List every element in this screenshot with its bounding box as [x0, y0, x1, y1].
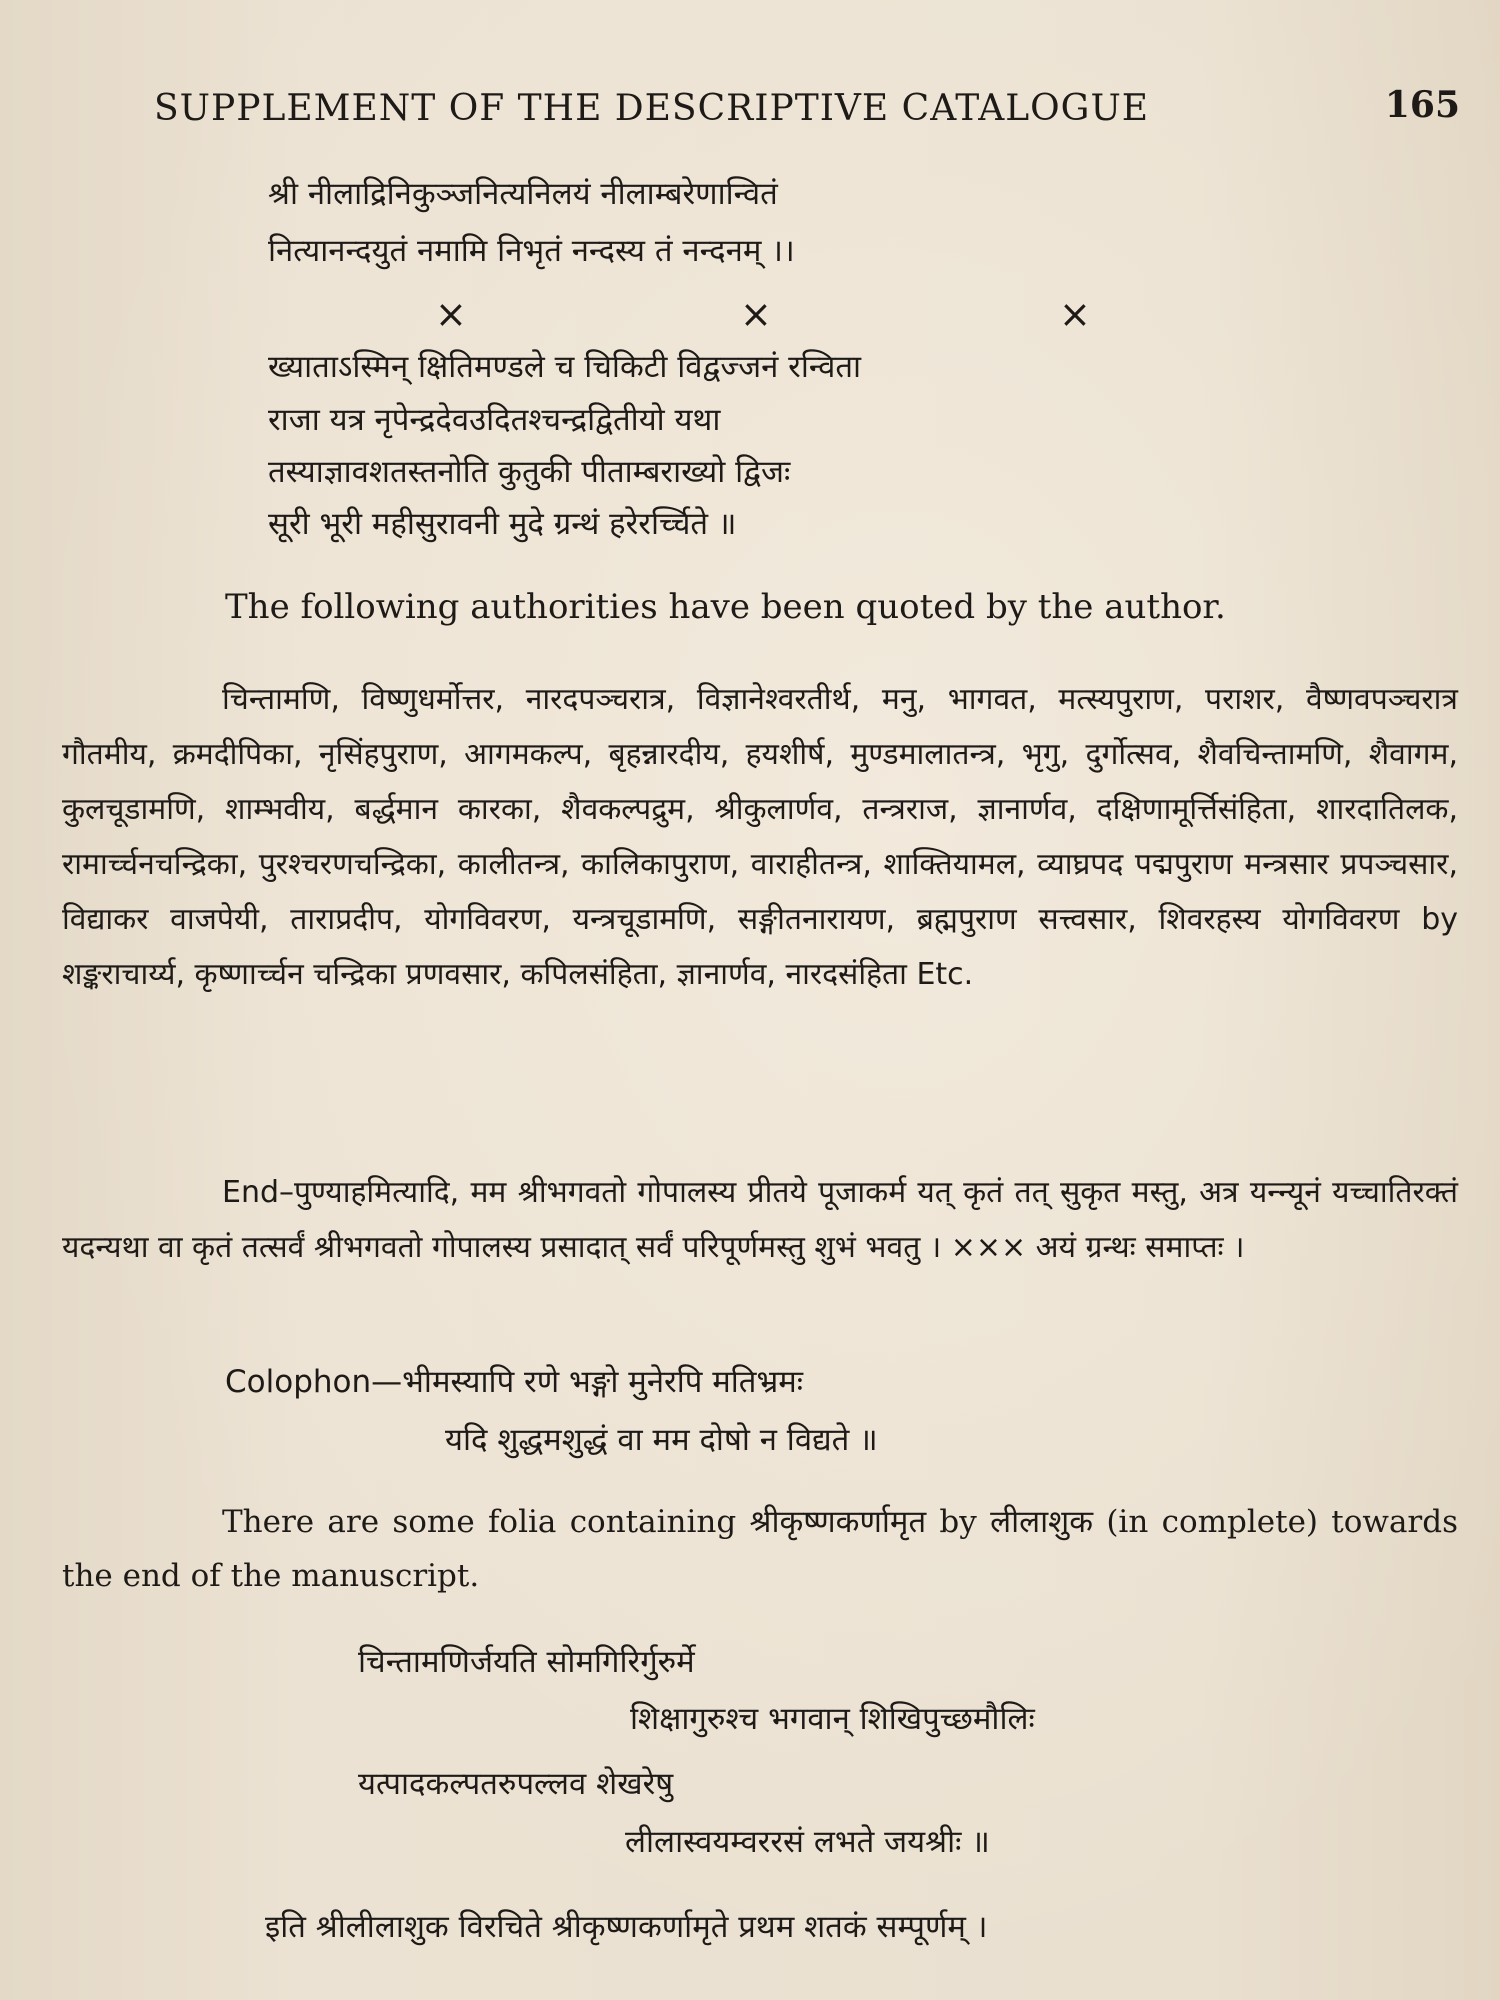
colophon-line2: यदि शुद्धमशुद्धं वा मम दोषो न विद्यते ॥ [445, 1422, 878, 1458]
authorities-heading: The following authorities have been quoted by the author. [225, 587, 1226, 627]
page-number: 165 [1384, 84, 1460, 126]
cross-mark: × [740, 292, 772, 336]
end-paragraph: End–पुण्याहमित्यादि, मम श्रीभगवतो गोपालस्य प्रीतये पूजाकर्म यत् कृतं तत् सुकृत मस्तु, अत्र यन्न्यूनं यच्चातिरक्तं यदन्यथा वा कृतं तत्सर्वं श्रीभगवतो गोपालस्य प्रसादात् सर्वं परिपूर्णमस्तु शुभं भवतु । ××× अयं ग्रन्थः समाप्तः । [62, 1175, 1458, 1265]
verse2-line1: ख्याताऽस्मिन् क्षितिमण्डले च चिकिटी विद्वज्जनं रन्विता [268, 349, 862, 385]
verse2-line3: तस्याज्ञावशतस्तनोति कुतुकी पीताम्बराख्यो द्विजः [268, 454, 791, 490]
authorities-list: चिन्तामणि, विष्णुधर्मोत्तर, नारदपञ्चरात्र, विज्ञानेश्वरतीर्थ, मनु, भागवत, मत्स्यपुराण, पराशर, वैष्णवपञ्चरात्र गौतमीय, क्रमदीपिका, नृसिंहपुराण, आगमकल्प, बृहन्नारदीय, हयशीर्ष, मुण्डमालातन्त्र, भृगु, दुर्गोत्सव, शैवचिन्तामणि, शैवागम, कुलचूडामणि, शाम्भवीय, बर्द्धमान कारका, शैवकल्पद्रुम, श्रीकुलार्णव, तन्त्रराज, ज्ञानार्णव, दक्षिणामूर्त्तिसंहिता, शारदातिलक, रामार्च्चनचन्द्रिका, पुरश्चरणचन्द्रिका, कालीतन्त्र, कालिकापुराण, वाराहीतन्त्र, शाक्तियामल, व्याघ्रपद पद्मपुराण मन्त्रसार प्रपञ्चसार, विद्याकर वाजपेयी, ताराप्रदीप, योगविवरण, यन्त्रचूडामणि, सङ्गीतनारायण, ब्रह्मपुराण सत्त्वसार, शिवरहस्य योगविवरण by शङ्कराचार्य्य, कृष्णार्च्चन चन्द्रिका प्रणवसार, कपिलसंहिता, ज्ञानार्णव, नारदसंहिता Etc. [62, 682, 1458, 992]
running-header [150, 84, 1470, 148]
verse2-line4: सूरी भूरी महीसुरावनी मुदे ग्रन्थं हरेरर्च्चिते ॥ [268, 506, 737, 542]
header-title: SUPPLEMENT OF THE DESCRIPTIVE CATALOGUE [154, 88, 1150, 129]
verse1-line1: श्री नीलाद्रिनिकुञ्जनित्यनिलयं नीलाम्बरेणान्वितं [268, 176, 778, 212]
verse1-line2: नित्यानन्दयुतं नमामि निभृतं नन्दस्य तं नन्दनम् ।। [268, 233, 795, 269]
colophon-line1: Colophon—भीमस्यापि रणे भङ्गो मुनेरपि मतिभ्रमः [225, 1364, 804, 1400]
separator-crosses [435, 292, 1105, 336]
verse3-line4: लीलास्वयम्वररसं लभते जयश्रीः ॥ [625, 1824, 990, 1860]
cross-mark: × [1059, 292, 1091, 336]
cross-mark: × [435, 292, 467, 336]
final-line: इति श्रीलीलाशुक विरचिते श्रीकृष्णकर्णामृते प्रथम शतकं सम्पूर्णम् । [265, 1909, 988, 1945]
verse3-line1: चिन्तामणिर्जयति सोमगिरिर्गुरुर्मे [358, 1644, 695, 1680]
verse3-line3: यत्पादकल्पतरुपल्लव शेखरेषु [358, 1766, 674, 1802]
verse2-line2: राजा यत्र नृपेन्द्रदेवउदितश्चन्द्रद्वितीयो यथा [268, 402, 721, 438]
folia-note: There are some folia containing श्रीकृष्णकर्णामृत by लीलाशुक (in complete) towards the end of the manuscript. [62, 1504, 1458, 1594]
verse3-line2: शिक्षागुरुश्च भगवान् शिखिपुच्छमौलिः [630, 1701, 1035, 1737]
